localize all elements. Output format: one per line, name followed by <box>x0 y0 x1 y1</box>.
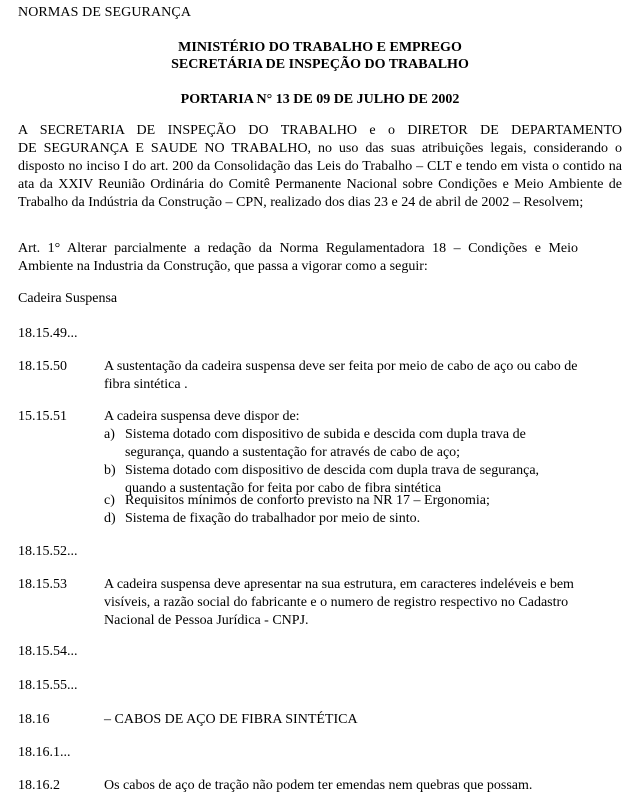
list-text: Sistema dotado com dispositivo de descida com dupla trava de segurança, quando a sustentação for feita por cabo de fibra sintética <box>125 463 540 496</box>
intro-paragraph: DE SEGURANÇA E SAUDE NO TRABALHO, no uso das suas atribuições legais, considerando o disposto no inciso I do art. 200 da Consolidação das Leis do Trabalho – CLT e tendo em vista o contido na ata da XXIV Reunião Ordinária do Comitê Permanente Nacional sobre Condições e Meio Ambiente de Trabalho da Indústria da Construção – CPN, realizado dos dias 23 e 24 de abril de 2002 – Resolvem; <box>18 141 622 210</box>
section-text-15-15-51: A cadeira suspensa deve dispor de: <box>104 409 300 424</box>
portaria-title: PORTARIA N° 13 DE 09 DE JULHO DE 2002 <box>180 92 460 107</box>
section-number-18-15-55: 18.15.55... <box>18 678 78 693</box>
section-number-18-16-1: 18.16.1... <box>18 745 71 760</box>
section-number-18-15-52: 18.15.52... <box>18 544 78 559</box>
section-text-18-15-53: A cadeira suspensa deve apresentar na sua estrutura, em caracteres indeléveis e bem visíveis, a razão social do fabricante e o numero de registro respectivo no Cadastro Nacional de Pessoa Jurídica - CNPJ. <box>104 577 574 628</box>
list-text: Requisitos mínimos de conforto previsto na NR 17 – Ergonomia; <box>125 493 490 508</box>
section-number-18-15-54: 18.15.54... <box>18 644 78 659</box>
section-subtitle: Cadeira Suspensa <box>18 291 118 306</box>
section-text-18-16-2: Os cabos de aço de tração não podem ter emendas nem quebras que possam. <box>104 778 533 793</box>
section-number-18-15-49: 18.15.49... <box>18 326 78 341</box>
list-text: Sistema de fixação do trabalhador por meio de sinto. <box>125 511 421 526</box>
document-category-label: NORMAS DE SEGURANÇA <box>18 5 192 20</box>
list-letter: a) <box>104 427 115 442</box>
section-number-15-15-51: 15.15.51 <box>18 409 67 424</box>
section-text-18-15-50: A sustentação da cadeira suspensa deve ser feita por meio de cabo de aço ou cabo de fibra sintética . <box>104 359 578 392</box>
section-number-18-16: 18.16 <box>18 712 50 727</box>
section-number-18-15-50: 18.15.50 <box>18 359 67 374</box>
article-paragraph: Art. 1° Alterar parcialmente a redação da Norma Regulamentadora 18 – Condições e Meio Ambiente na Industria da Construção, que passa a vigorar como a seguir: <box>18 241 578 274</box>
list-text: Sistema dotado com dispositivo de subida e descida com dupla trava de segurança, quando a sustentação for através de cabo de aço; <box>125 427 526 460</box>
section-number-18-16-2: 18.16.2 <box>18 778 60 793</box>
section-heading-cabos: – CABOS DE AÇO DE FIBRA SINTÉTICA <box>104 712 358 727</box>
ministry-title: MINISTÉRIO DO TRABALHO E EMPREGO <box>178 40 462 55</box>
secretariat-title: SECRETÁRIA DE INSPEÇÃO DO TRABALHO <box>171 57 469 72</box>
list-letter: d) <box>104 511 116 526</box>
list-letter: b) <box>104 463 116 478</box>
intro-first-line: A SECRETARIA DE INSPEÇÃO DO TRABALHO e o DIRETOR DE DEPARTAMENTO <box>18 123 622 138</box>
section-number-18-15-53: 18.15.53 <box>18 577 67 592</box>
list-letter: c) <box>104 493 115 508</box>
